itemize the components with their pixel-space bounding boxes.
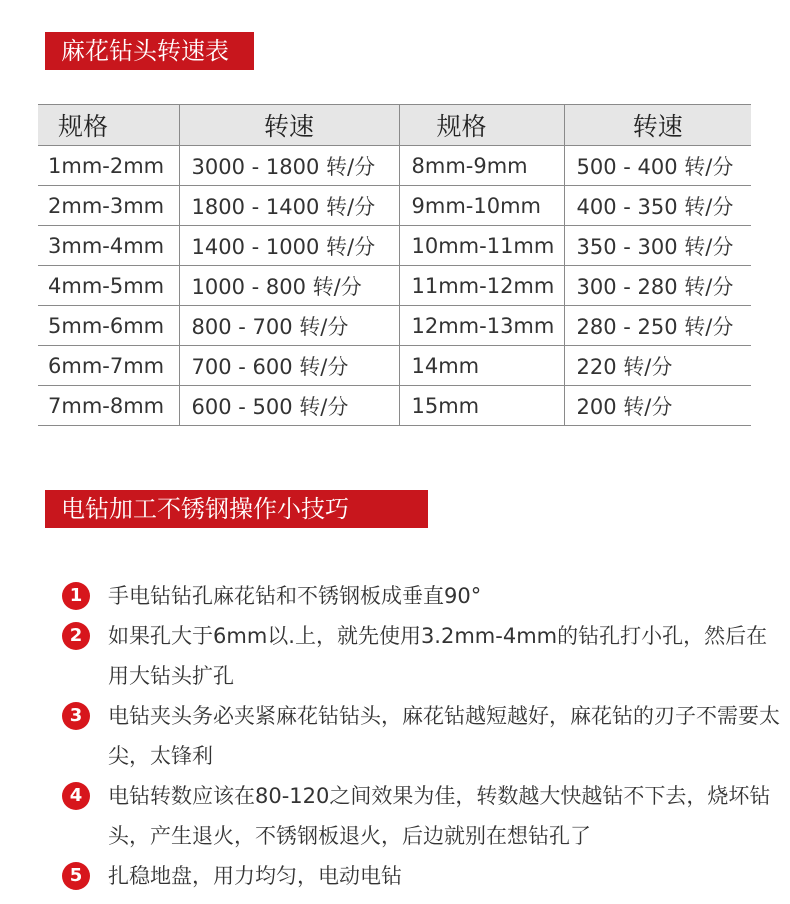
number-badge: 5 bbox=[62, 862, 90, 890]
table-cell: 1000 - 800 转/分 bbox=[179, 266, 399, 306]
list-item bbox=[60, 776, 780, 856]
table-row bbox=[38, 346, 751, 386]
table-cell: 800 - 700 转/分 bbox=[179, 306, 399, 346]
header-speed-1: 转速 bbox=[179, 105, 399, 146]
table-cell: 4mm-5mm bbox=[38, 266, 179, 306]
header-spec-1: 规格 bbox=[38, 105, 179, 146]
table-cell: 300 - 280 转/分 bbox=[564, 266, 751, 306]
table-row bbox=[38, 386, 751, 426]
table-row bbox=[38, 146, 751, 186]
table-cell: 6mm-7mm bbox=[38, 346, 179, 386]
table-cell: 200 转/分 bbox=[564, 386, 751, 426]
table-cell: 220 转/分 bbox=[564, 346, 751, 386]
tip-text: 手电钻钻孔麻花钻和不锈钢板成垂直90° bbox=[108, 584, 482, 608]
table-cell: 600 - 500 转/分 bbox=[179, 386, 399, 426]
list-item bbox=[60, 696, 780, 776]
section-title-drill-speed-table: 麻花钻头转速表 bbox=[45, 32, 254, 70]
tips-list bbox=[60, 576, 780, 896]
section-title-stainless-tips: 电钻加工不锈钢操作小技巧 bbox=[45, 490, 428, 528]
table-cell: 280 - 250 转/分 bbox=[564, 306, 751, 346]
list-item bbox=[60, 616, 780, 696]
table-cell: 3mm-4mm bbox=[38, 226, 179, 266]
table-cell: 3000 - 1800 转/分 bbox=[179, 146, 399, 186]
tip-text: 电钻夹头务必夹紧麻花钻钻头，麻花钻越短越好，麻花钻的刃子不需要太尖，太锋利 bbox=[108, 704, 780, 768]
table-cell: 5mm-6mm bbox=[38, 306, 179, 346]
table-cell: 1mm-2mm bbox=[38, 146, 179, 186]
table-cell: 700 - 600 转/分 bbox=[179, 346, 399, 386]
number-badge: 2 bbox=[62, 622, 90, 650]
table-row bbox=[38, 266, 751, 306]
table-cell: 7mm-8mm bbox=[38, 386, 179, 426]
tip-text: 扎稳地盘，用力均匀，电动电钻 bbox=[108, 864, 402, 888]
number-badge: 3 bbox=[62, 702, 90, 730]
table-cell: 2mm-3mm bbox=[38, 186, 179, 226]
list-item bbox=[60, 856, 780, 896]
table-cell: 500 - 400 转/分 bbox=[564, 146, 751, 186]
header-speed-2: 转速 bbox=[564, 105, 751, 146]
table-cell: 350 - 300 转/分 bbox=[564, 226, 751, 266]
table-cell: 15mm bbox=[399, 386, 564, 426]
table-header-row bbox=[38, 105, 751, 146]
list-item bbox=[60, 576, 780, 616]
table-row bbox=[38, 226, 751, 266]
table-cell: 8mm-9mm bbox=[399, 146, 564, 186]
table-cell: 400 - 350 转/分 bbox=[564, 186, 751, 226]
table-cell: 10mm-11mm bbox=[399, 226, 564, 266]
tip-text: 电钻转数应该在80-120之间效果为佳，转数越大快越钻不下去，烧坏钻头，产生退火，不锈钢板退火，后边就别在想钻孔了 bbox=[108, 784, 771, 848]
table-cell: 11mm-12mm bbox=[399, 266, 564, 306]
drill-speed-table bbox=[38, 104, 751, 426]
number-badge: 4 bbox=[62, 782, 90, 810]
number-badge: 1 bbox=[62, 582, 90, 610]
table-cell: 1800 - 1400 转/分 bbox=[179, 186, 399, 226]
tip-text: 如果孔大于6mm以.上，就先使用3.2mm-4mm的钻孔打小孔，然后在用大钻头扩孔 bbox=[108, 624, 768, 688]
table-row bbox=[38, 306, 751, 346]
header-spec-2: 规格 bbox=[399, 105, 564, 146]
table-cell: 9mm-10mm bbox=[399, 186, 564, 226]
table-cell: 12mm-13mm bbox=[399, 306, 564, 346]
table-row bbox=[38, 186, 751, 226]
table-cell: 14mm bbox=[399, 346, 564, 386]
table-cell: 1400 - 1000 转/分 bbox=[179, 226, 399, 266]
